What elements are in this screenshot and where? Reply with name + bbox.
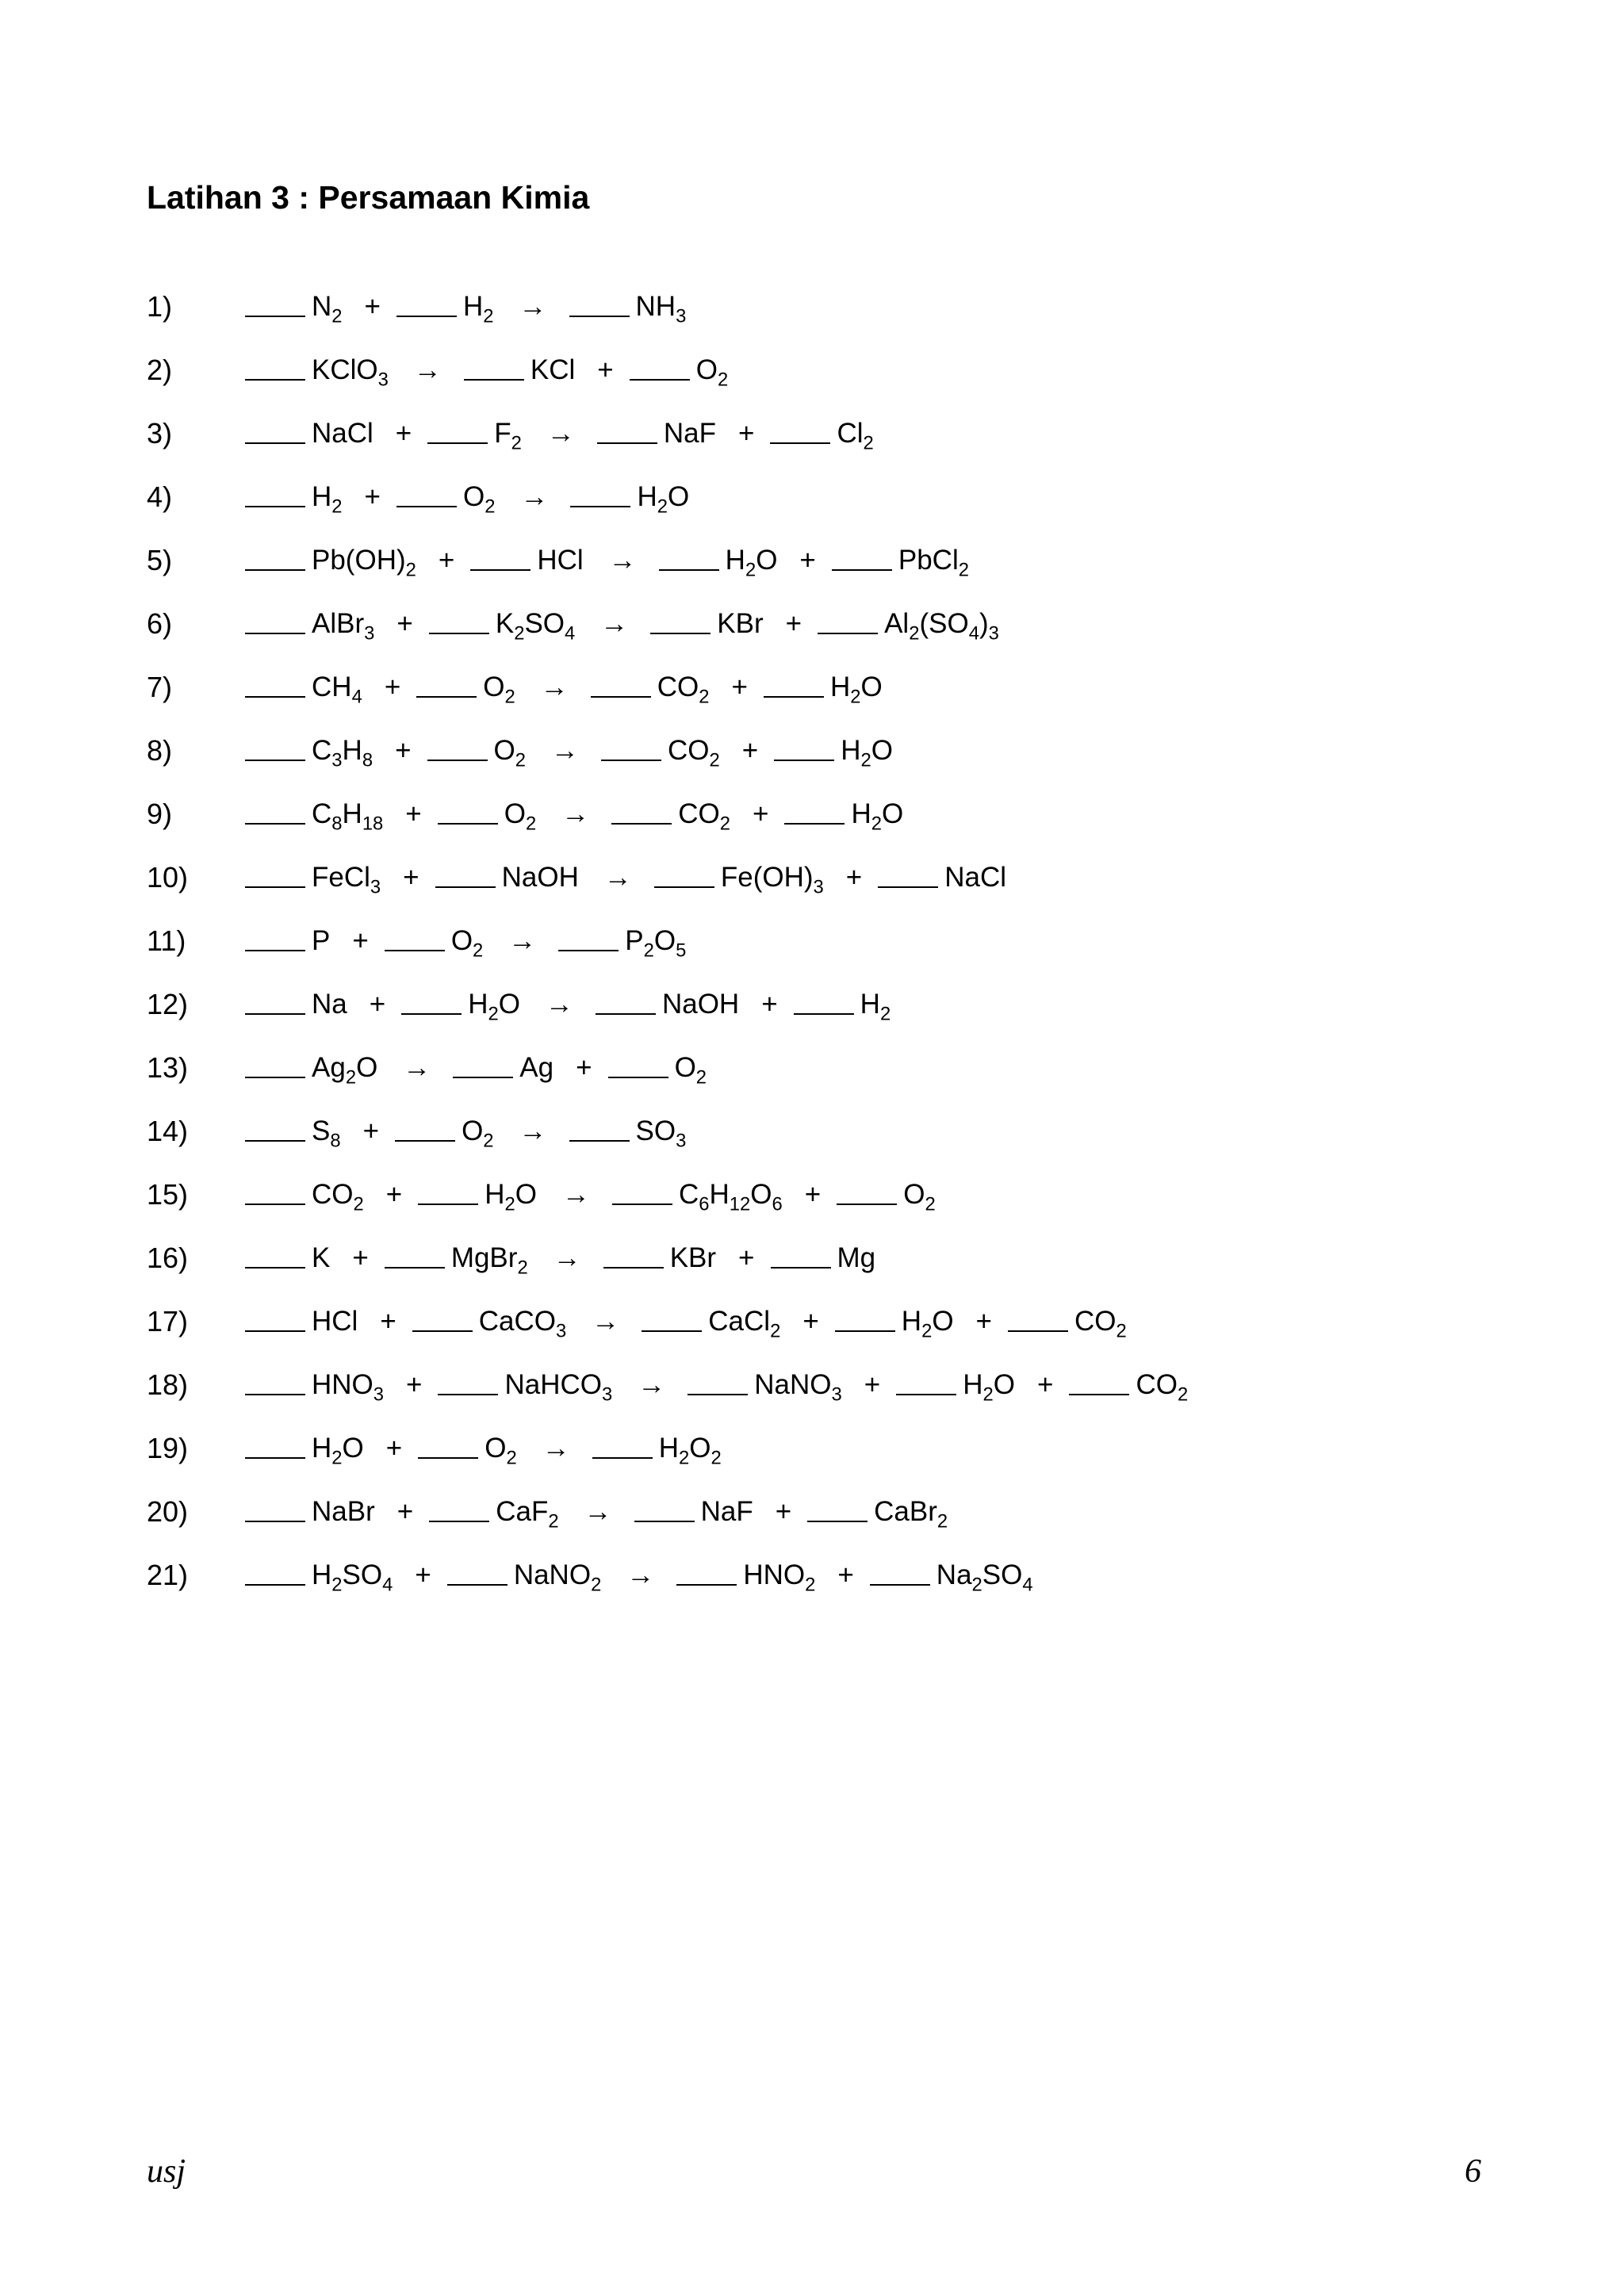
chemical-formula: $CO_2$ [312, 1179, 364, 1215]
chemical-formula: $H_2O$ [963, 1369, 1015, 1406]
chemical-formula: $Ag_2O$ [312, 1052, 378, 1089]
chemical-formula: $O_2$ [504, 798, 537, 835]
equation-number: 10) [147, 861, 189, 894]
chemical-formula: $H_2O$ [829, 672, 883, 708]
chemical-formula: $F_2$ [494, 418, 522, 454]
equation-row [147, 1175, 1495, 1238]
plus-sign: + [385, 1433, 403, 1464]
plus-sign: + [731, 672, 748, 702]
plus-sign: + [415, 1559, 431, 1590]
coefficient-blank[interactable] [427, 731, 488, 761]
arrow-icon: → [561, 1179, 590, 1210]
page-title: Latihan 3 : Persamaan Kimia [147, 179, 590, 216]
chemical-formula: $C_6H_{12}O_6$ [678, 1179, 783, 1215]
equation-number: 12) [147, 988, 189, 1020]
coefficient-blank[interactable] [427, 414, 488, 444]
chemical-formula: $N_2$ [312, 291, 343, 327]
arrow-icon: → [520, 481, 549, 512]
chemical-formula: $CO_2$ [678, 798, 730, 835]
coefficient-blank[interactable] [771, 1238, 831, 1269]
coefficient-blank[interactable] [245, 1429, 305, 1459]
coefficient-blank[interactable] [569, 287, 630, 317]
arrow-icon: → [603, 862, 632, 893]
chemical-formula: $H_2O$ [637, 481, 690, 518]
coefficient-blank[interactable] [878, 858, 938, 888]
coefficient-blank[interactable] [654, 858, 714, 888]
coefficient-blank[interactable] [1069, 1365, 1129, 1395]
plus-sign: + [576, 1052, 592, 1083]
coefficient-blank[interactable] [612, 1175, 672, 1205]
coefficient-blank[interactable] [245, 1365, 305, 1395]
coefficient-blank[interactable] [601, 731, 661, 761]
coefficient-blank[interactable] [592, 1429, 653, 1459]
coefficient-blank[interactable] [832, 541, 892, 571]
coefficient-blank[interactable] [764, 668, 824, 698]
equation-number: 13) [147, 1051, 189, 1084]
equation-row [147, 731, 1495, 794]
arrow-icon: → [553, 1242, 581, 1273]
coefficient-blank[interactable] [688, 1365, 748, 1395]
chemical-formula: $CO_2$ [657, 672, 710, 708]
equation-body [245, 1556, 1046, 1595]
arrow-icon: → [561, 798, 590, 829]
coefficient-blank[interactable] [464, 350, 524, 381]
chemical-formula: $O_2$ [450, 925, 484, 962]
coefficient-blank[interactable] [418, 1175, 478, 1205]
coefficient-blank[interactable] [835, 1302, 895, 1332]
plus-sign: + [385, 1179, 403, 1210]
arrow-icon: → [551, 735, 579, 766]
coefficient-blank[interactable] [245, 731, 305, 761]
coefficient-blank[interactable] [245, 1556, 305, 1586]
equation-row [147, 1492, 1495, 1556]
equation-number: 16) [147, 1242, 189, 1274]
chemical-formula: FeCl$_3$ [312, 862, 381, 898]
equation-list [147, 287, 1495, 1619]
coefficient-blank[interactable] [784, 794, 845, 825]
equation-number: 6) [147, 607, 173, 640]
coefficient-blank[interactable] [245, 541, 305, 571]
plus-sign: + [752, 798, 769, 829]
coefficient-blank[interactable] [570, 477, 630, 507]
chemical-formula: $CO_2$ [668, 735, 720, 771]
arrow-icon: → [626, 1559, 655, 1590]
plus-sign: + [975, 1306, 992, 1337]
plus-sign: + [785, 608, 802, 639]
coefficient-blank[interactable] [401, 985, 462, 1015]
plus-sign: + [802, 1306, 819, 1337]
equation-row [147, 1112, 1495, 1175]
equation-row [147, 858, 1495, 921]
plus-sign: + [837, 1559, 854, 1590]
chemical-formula: P [312, 925, 331, 956]
equation-number: 3) [147, 417, 173, 450]
chemical-formula: KCl [530, 354, 576, 385]
chemical-formula: $NH_3$ [635, 291, 687, 327]
coefficient-blank[interactable] [596, 985, 656, 1015]
coefficient-blank[interactable] [794, 985, 854, 1015]
coefficient-blank[interactable] [245, 985, 305, 1015]
coefficient-blank[interactable] [416, 668, 477, 698]
coefficient-blank[interactable] [774, 731, 834, 761]
chemical-formula: NaNO$_3$ [754, 1369, 842, 1406]
chemical-formula: Na [312, 989, 347, 1020]
coefficient-blank[interactable] [245, 350, 305, 381]
coefficient-blank[interactable] [396, 287, 457, 317]
equation-number: 14) [147, 1115, 189, 1147]
equation-row [147, 1238, 1495, 1302]
chemical-formula: $S_8$ [312, 1115, 341, 1152]
equation-number: 2) [147, 354, 173, 386]
coefficient-blank[interactable] [438, 794, 498, 825]
equation-body [245, 1302, 1139, 1341]
coefficient-blank[interactable] [896, 1365, 956, 1395]
chemical-formula: NaOH [661, 989, 740, 1020]
coefficient-blank[interactable] [818, 604, 878, 634]
equation-row [147, 1302, 1495, 1365]
equation-body [245, 1492, 960, 1532]
plus-sign: + [364, 291, 381, 322]
plus-sign: + [799, 545, 816, 576]
coefficient-blank[interactable] [412, 1302, 473, 1332]
chemical-formula: $P_2O_5$ [625, 925, 687, 962]
equation-number: 8) [147, 734, 173, 767]
chemical-formula: $O_2$ [462, 1115, 494, 1152]
arrow-icon: → [600, 608, 629, 639]
arrow-icon: → [403, 1052, 431, 1083]
plus-sign: + [738, 418, 755, 449]
plus-sign: + [396, 608, 413, 639]
plus-sign: + [395, 735, 412, 766]
plus-sign: + [1036, 1369, 1054, 1400]
plus-sign: + [738, 1242, 755, 1273]
plus-sign: + [741, 735, 759, 766]
equation-number: 1) [147, 290, 173, 323]
equation-row [147, 1365, 1495, 1429]
coefficient-blank[interactable] [418, 1429, 478, 1459]
equation-row [147, 350, 1495, 414]
equation-body [245, 1238, 888, 1278]
coefficient-blank[interactable] [569, 1112, 630, 1142]
coefficient-blank[interactable] [396, 477, 457, 507]
plus-sign: + [761, 989, 778, 1020]
arrow-icon: → [584, 1496, 612, 1527]
plus-sign: + [864, 1369, 881, 1400]
chemical-formula: KClO$_3$ [312, 354, 389, 391]
coefficient-blank[interactable] [245, 604, 305, 634]
plus-sign: + [405, 798, 422, 829]
arrow-icon: → [542, 1433, 570, 1464]
footer-initials: usj [147, 2153, 186, 2190]
chemical-formula: $O_2$ [674, 1052, 707, 1089]
plus-sign: + [384, 672, 401, 702]
coefficient-blank[interactable] [676, 1556, 737, 1586]
equation-body [245, 477, 702, 517]
equation-row [147, 604, 1495, 668]
coefficient-blank[interactable] [245, 287, 305, 317]
coefficient-blank[interactable] [435, 858, 496, 888]
coefficient-blank[interactable] [245, 1175, 305, 1205]
coefficient-blank[interactable] [591, 668, 651, 698]
coefficient-blank[interactable] [642, 1302, 702, 1332]
equation-body [245, 287, 699, 327]
arrow-icon: → [592, 1306, 620, 1337]
equation-row [147, 985, 1495, 1048]
equation-body [245, 604, 1012, 644]
equation-body [245, 541, 982, 580]
plus-sign: + [395, 418, 412, 449]
equation-row [147, 541, 1495, 604]
chemical-formula: $O_2$ [493, 735, 526, 771]
equation-body [245, 350, 741, 390]
chemical-formula: $O_2$ [483, 672, 515, 708]
chemical-formula: Mg [837, 1242, 876, 1273]
chemical-formula: NaOH [501, 862, 579, 893]
equation-row [147, 794, 1495, 858]
plus-sign: + [775, 1496, 792, 1527]
equation-number: 18) [147, 1368, 189, 1401]
plus-sign: + [369, 989, 386, 1020]
chemical-formula: $O_2$ [695, 354, 729, 391]
chemical-formula: $Al_2(SO_4)_3$ [884, 608, 999, 645]
arrow-icon: → [519, 291, 547, 322]
equation-number: 21) [147, 1559, 189, 1591]
chemical-formula: CaCO$_3$ [478, 1306, 567, 1342]
coefficient-blank[interactable] [245, 858, 305, 888]
coefficient-blank[interactable] [245, 794, 305, 825]
chemical-formula: $H_2O$ [901, 1306, 954, 1342]
equation-number: 7) [147, 671, 173, 703]
plus-sign: + [396, 1496, 414, 1527]
coefficient-blank[interactable] [770, 414, 830, 444]
chemical-formula: $Cl_2$ [837, 418, 874, 454]
equation-body [245, 1112, 699, 1151]
chemical-formula: $H_2O$ [841, 735, 893, 771]
coefficient-blank[interactable] [245, 1112, 305, 1142]
chemical-formula: $Fe(OH)_3$ [720, 862, 824, 898]
chemical-formula: $H_2$ [860, 989, 891, 1025]
equation-body [245, 668, 895, 707]
equation-row [147, 1556, 1495, 1619]
coefficient-blank[interactable] [603, 1238, 664, 1269]
chemical-formula: AlBr$_3$ [312, 608, 375, 645]
coefficient-blank[interactable] [245, 414, 305, 444]
chemical-formula: $H_2$ [312, 481, 343, 518]
equation-body [245, 1175, 948, 1215]
chemical-formula: CaCl$_2$ [708, 1306, 781, 1342]
coefficient-blank[interactable] [245, 1048, 305, 1078]
coefficient-blank[interactable] [245, 1302, 305, 1332]
plus-sign: + [406, 1369, 423, 1400]
page-number: 6 [1465, 2153, 1481, 2190]
equation-body [245, 921, 699, 961]
plus-sign: + [403, 862, 419, 893]
coefficient-blank[interactable] [245, 921, 305, 951]
chemical-formula: $CO_2$ [1074, 1306, 1127, 1342]
chemical-formula: KBr [669, 1242, 717, 1273]
chemical-formula: NaCl [944, 862, 1007, 893]
chemical-formula: $K_2SO_4$ [495, 608, 576, 645]
plus-sign: + [597, 354, 614, 385]
plus-sign: + [845, 862, 863, 893]
equation-number: 15) [147, 1178, 189, 1211]
chemical-formula: $O_2$ [462, 481, 496, 518]
coefficient-blank[interactable] [245, 477, 305, 507]
equation-number: 20) [147, 1495, 189, 1528]
plus-sign: + [352, 925, 369, 956]
equation-row [147, 921, 1495, 985]
chemical-formula: $C_8H_{18}$ [312, 798, 384, 835]
chemical-formula: NaNO$_2$ [513, 1559, 602, 1596]
chemical-formula: MgBr$_2$ [450, 1242, 528, 1279]
equation-row [147, 1048, 1495, 1112]
coefficient-blank[interactable] [470, 541, 530, 571]
chemical-formula: CaBr$_2$ [874, 1496, 948, 1533]
arrow-icon: → [546, 418, 575, 449]
chemical-formula: $HNO_3$ [312, 1369, 385, 1406]
chemical-formula: $H_2O$ [485, 1179, 537, 1215]
chemical-formula: $H_2SO_4$ [312, 1559, 393, 1596]
equation-row [147, 287, 1495, 350]
chemical-formula: $HNO_2$ [743, 1559, 816, 1596]
plus-sign: + [438, 545, 455, 576]
coefficient-blank[interactable] [837, 1175, 897, 1205]
coefficient-blank[interactable] [385, 1238, 445, 1269]
chemical-formula: $C_3H_8$ [312, 735, 373, 771]
coefficient-blank[interactable] [870, 1556, 930, 1586]
plus-sign: + [364, 481, 381, 512]
arrow-icon: → [413, 354, 442, 385]
coefficient-blank[interactable] [634, 1492, 695, 1522]
equation-body [245, 731, 906, 771]
plus-sign: + [380, 1306, 396, 1337]
coefficient-blank[interactable] [1008, 1302, 1068, 1332]
chemical-formula: $Na_2SO_4$ [936, 1559, 1033, 1596]
chemical-formula: NaF [700, 1496, 753, 1527]
equation-body [245, 858, 1019, 897]
chemical-formula: PbCl$_2$ [898, 545, 969, 581]
equation-body [245, 1365, 1201, 1405]
chemical-formula: $O_2$ [485, 1433, 517, 1469]
arrow-icon: → [608, 545, 637, 576]
equation-body [245, 985, 903, 1024]
coefficient-blank[interactable] [429, 1492, 489, 1522]
coefficient-blank[interactable] [659, 541, 719, 571]
chemical-formula: $H_2O$ [312, 1433, 364, 1469]
chemical-formula: $Pb(OH)_2$ [312, 545, 416, 581]
chemical-formula: KBr [717, 608, 764, 639]
coefficient-blank[interactable] [807, 1492, 868, 1522]
chemical-formula: NaCl [312, 418, 373, 449]
plus-sign: + [362, 1115, 380, 1146]
coefficient-blank[interactable] [453, 1048, 513, 1078]
chemical-formula: $H_2O_2$ [658, 1433, 722, 1469]
chemical-formula: $CH_4$ [312, 672, 362, 708]
equation-number: 17) [147, 1305, 189, 1337]
equation-body [245, 1048, 719, 1088]
chemical-formula: HCl [537, 545, 584, 576]
chemical-formula: NaHCO$_3$ [504, 1369, 613, 1406]
equation-body [245, 414, 887, 453]
equation-number: 5) [147, 544, 173, 576]
chemical-formula: $H_2O$ [851, 798, 904, 835]
chemical-formula: K [312, 1242, 331, 1273]
equation-body [245, 794, 916, 834]
arrow-icon: → [545, 989, 573, 1020]
equation-row [147, 1429, 1495, 1492]
equation-number: 9) [147, 798, 173, 830]
plus-sign: + [352, 1242, 369, 1273]
equation-body [245, 1429, 734, 1468]
arrow-icon: → [638, 1369, 666, 1400]
coefficient-blank[interactable] [597, 414, 657, 444]
coefficient-blank[interactable] [608, 1048, 668, 1078]
chemical-formula: Ag [519, 1052, 554, 1083]
coefficient-blank[interactable] [245, 1492, 305, 1522]
equation-number: 11) [147, 924, 186, 957]
coefficient-blank[interactable] [630, 350, 690, 381]
chemical-formula: $SO_3$ [635, 1115, 687, 1152]
chemical-formula: HCl [312, 1306, 358, 1337]
coefficient-blank[interactable] [611, 794, 672, 825]
chemical-formula: $H_2O$ [468, 989, 520, 1025]
chemical-formula: NaBr [312, 1496, 375, 1527]
coefficient-blank[interactable] [245, 1238, 305, 1269]
chemical-formula: $O_2$ [903, 1179, 936, 1215]
coefficient-blank[interactable] [438, 1365, 498, 1395]
plus-sign: + [804, 1179, 822, 1210]
arrow-icon: → [508, 925, 537, 956]
chemical-formula: CaF$_2$ [496, 1496, 559, 1533]
equation-number: 4) [147, 480, 173, 513]
chemical-formula: $CO_2$ [1136, 1369, 1189, 1406]
equation-row [147, 668, 1495, 731]
coefficient-blank[interactable] [447, 1556, 508, 1586]
chemical-formula: $H_2O$ [725, 545, 778, 581]
equation-row [147, 477, 1495, 541]
coefficient-blank[interactable] [385, 921, 445, 951]
arrow-icon: → [519, 1115, 547, 1146]
arrow-icon: → [540, 672, 569, 702]
equation-row [147, 414, 1495, 477]
equation-number: 19) [147, 1432, 189, 1464]
chemical-formula: $H_2$ [462, 291, 494, 327]
chemical-formula: NaF [663, 418, 717, 449]
coefficient-blank[interactable] [650, 604, 710, 634]
coefficient-blank[interactable] [429, 604, 489, 634]
coefficient-blank[interactable] [558, 921, 619, 951]
coefficient-blank[interactable] [245, 668, 305, 698]
coefficient-blank[interactable] [395, 1112, 455, 1142]
